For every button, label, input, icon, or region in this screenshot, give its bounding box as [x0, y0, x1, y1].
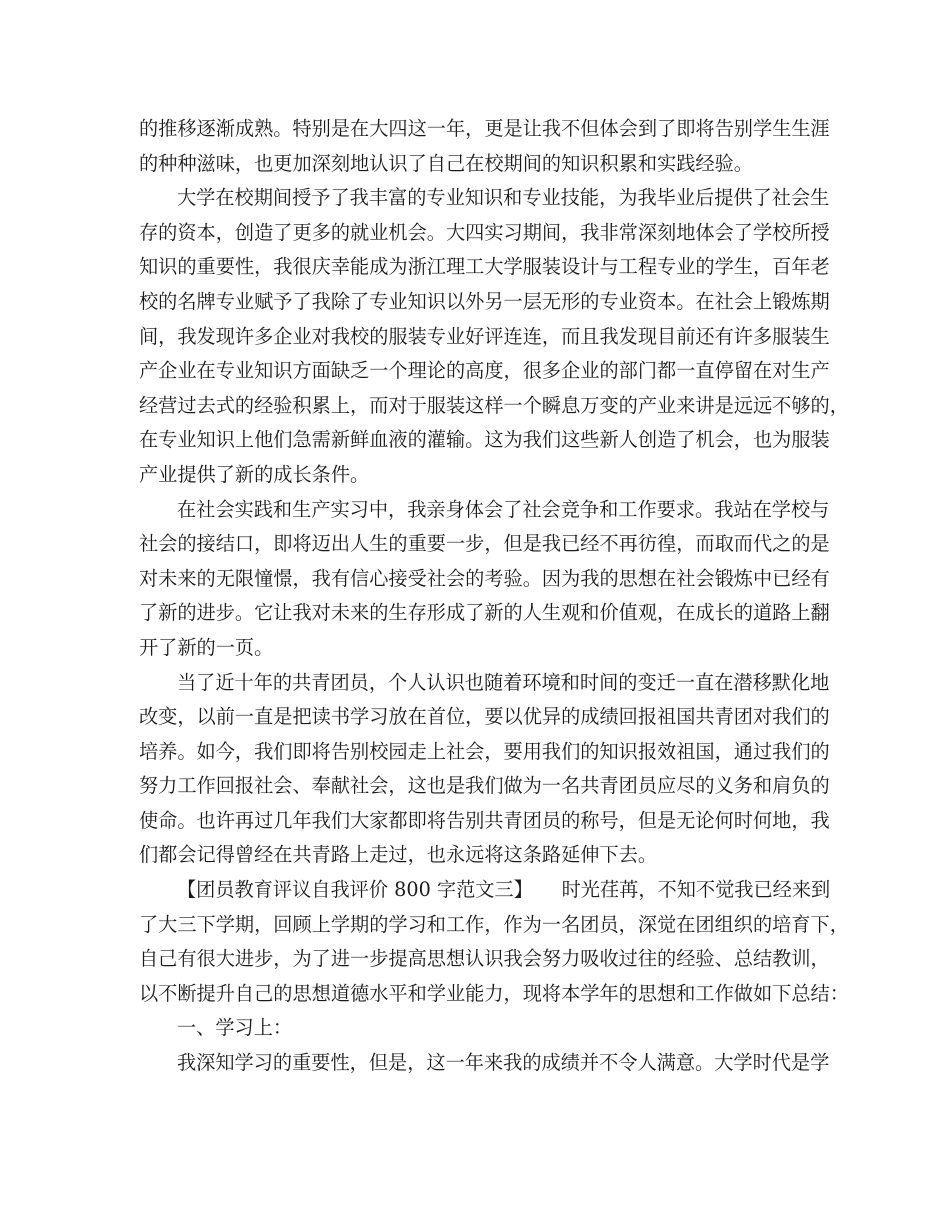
text-line: 存的资本，创造了更多的就业机会。大四实习期间，我非常深刻地体会了学校所授 — [139, 220, 830, 244]
text-line: 当了近十年的共青团员，个人认识也随着环境和时间的变迁一直在潜移默化地 — [177, 670, 830, 694]
text-line: 对未来的无限憧憬，我有信心接受社会的考验。因为我的思想在社会锻炼中已经有 — [139, 566, 830, 590]
text-line: 改变，以前一直是把读书学习放在首位，要以优异的成绩回报祖国共青团对我们的 — [139, 705, 830, 729]
text-line: 产企业在专业知识方面缺乏一个理论的高度，很多企业的部门都一直停留在对生产 — [139, 359, 830, 383]
text-line: 在专业知识上他们急需新鲜血液的灌输。这为我们这些新人创造了机会，也为服装 — [139, 428, 830, 452]
document-body — [139, 112, 849, 1081]
text-line: 的推移逐渐成熟。特别是在大四这一年，更是让我不但体会到了即将告别学生生涯 — [139, 117, 830, 140]
text-line: 的种种滋味，也更加深刻地认识了自己在校期间的知识积累和实践经验。 — [139, 151, 753, 175]
text-line: 大学在校期间授予了我丰富的专业知识和专业技能，为我毕业后提供了社会生 — [177, 186, 830, 210]
text-line: 使命。也许再过几年我们大家都即将告别共青团员的称号，但是无论何时何地，我 — [139, 808, 830, 832]
text-line: 我深知学习的重要性，但是，这一年来我的成绩并不令人满意。大学时代是学 — [177, 1051, 830, 1075]
text-line: 开了新的一页。 — [139, 635, 274, 659]
text-line: 以不断提升自己的思想道德水平和学业能力，现将本学年的思想和工作做如下总结： — [139, 981, 849, 1005]
text-line: 【团员教育评议自我评价 800 字范文三】 时光荏苒，不知不觉我已经来到 — [177, 878, 831, 902]
text-line: 在社会实践和生产实习中，我亲身体会了社会竞争和工作要求。我站在学校与 — [177, 497, 830, 521]
text-line: 培养。如今，我们即将告别校园走上社会，要用我们的知识报效祖国，通过我们的 — [139, 739, 830, 763]
text-line: 产业提供了新的成长条件。 — [139, 462, 370, 486]
text-line: 间，我发现许多企业对我校的服装专业好评连连，而且我发现目前还有许多服装生 — [139, 324, 830, 348]
text-line: 一、学习上： — [177, 1016, 293, 1040]
text-line: 校的名牌专业赋予了我除了专业知识以外另一层无形的专业资本。在社会上锻炼期 — [139, 289, 830, 313]
text-line: 自己有很大进步，为了进一步提高思想认识我会努力吸收过往的经验、总结教训， — [139, 947, 830, 971]
text-line: 社会的接结口，即将迈出人生的重要一步，但是我已经不再彷徨，而取而代之的是 — [139, 532, 830, 556]
text-line: 经营过去式的经验积累上，而对于服装这样一个瞬息万变的产业来讲是远远不够的， — [139, 393, 849, 417]
text-line: 了新的进步。它让我对未来的生存形成了新的人生观和价值观，在成长的道路上翻 — [139, 601, 830, 625]
text-line: 们都会记得曾经在共青路上走过，也永远将这条路延伸下去。 — [139, 843, 658, 867]
text-line: 知识的重要性，我很庆幸能成为浙江理工大学服装设计与工程专业的学生，百年老 — [139, 255, 830, 279]
text-line: 努力工作回报社会、奉献社会，这也是我们做为一名共青团员应尽的义务和肩负的 — [139, 774, 830, 798]
text-line: 了大三下学期，回顾上学期的学习和工作，作为一名团员，深觉在团组织的培育下， — [139, 912, 849, 936]
